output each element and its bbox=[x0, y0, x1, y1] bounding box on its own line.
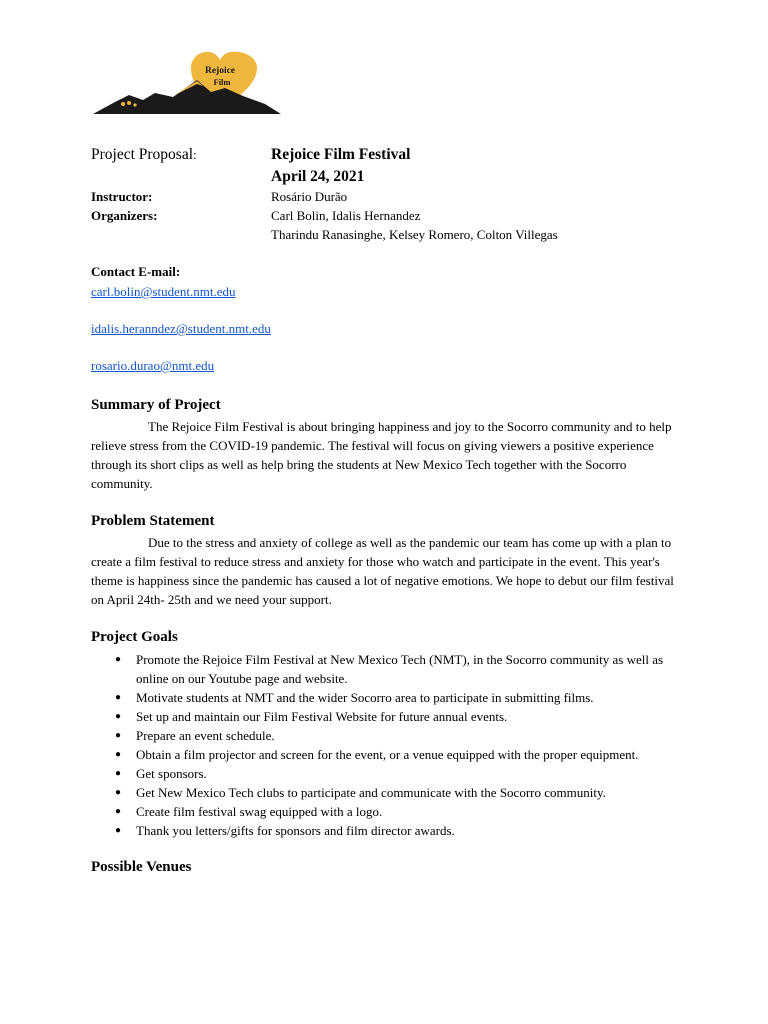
festival-title: Rejoice Film Festival bbox=[271, 146, 411, 163]
goal-item bbox=[91, 688, 691, 707]
email-link-rosario[interactable]: rosario.durao@nmt.edu bbox=[91, 358, 215, 373]
goal-item bbox=[91, 802, 691, 821]
bullet-icon: ● bbox=[115, 768, 122, 779]
instructor-name: Rosário Durão bbox=[271, 189, 348, 204]
logo-text-rejoice: Rejoice bbox=[204, 66, 236, 76]
goal-text: Create film festival swag equipped with a logo. bbox=[136, 804, 383, 819]
goal-item bbox=[91, 707, 691, 726]
instructor-label: Instructor: bbox=[91, 189, 153, 204]
bullet-icon: ● bbox=[115, 711, 122, 722]
goal-text: Set up and maintain our Film Festival Website for future annual events. bbox=[136, 709, 508, 724]
rejoice-film-logo bbox=[93, 48, 281, 116]
summary-paragraph bbox=[91, 417, 683, 493]
problem-heading: Problem Statement bbox=[91, 513, 215, 529]
problem-text: Due to the stress and anxiety of college as well as the pandemic our team has come up with a plan to create a film festival to reduce stress and anxiety for those who watch and participate in the event. This year's theme is happiness since the pandemic has caused a lot of negative emotions. We hope to debut our film festival on April 24th- 25th and we need your support. bbox=[91, 535, 674, 607]
goal-item bbox=[91, 745, 691, 764]
bullet-icon: ● bbox=[115, 654, 122, 665]
bullet-icon: ● bbox=[115, 692, 122, 703]
goal-item bbox=[91, 821, 691, 840]
venues-heading: Possible Venues bbox=[91, 859, 192, 875]
organizers-line1: Carl Bolin, Idalis Hernandez bbox=[271, 208, 421, 223]
proposal-colon: : bbox=[193, 147, 197, 162]
bullet-icon: ● bbox=[115, 806, 122, 817]
goal-text: Obtain a film projector and screen for the event, or a venue equipped with the proper equipment. bbox=[136, 747, 639, 762]
goal-text: Get New Mexico Tech clubs to participate and communicate with the Socorro community. bbox=[136, 785, 606, 800]
goal-item bbox=[91, 726, 691, 745]
problem-paragraph bbox=[91, 533, 683, 609]
goals-list bbox=[91, 650, 691, 840]
goal-item bbox=[91, 764, 691, 783]
bullet-icon: ● bbox=[115, 825, 122, 836]
bullet-icon: ● bbox=[115, 749, 122, 760]
logo-text-film: Film bbox=[213, 77, 231, 87]
proposal-label bbox=[91, 146, 197, 164]
email-link-carl[interactable]: carl.bolin@student.nmt.edu bbox=[91, 284, 236, 299]
contact-email-label: Contact E-mail: bbox=[91, 264, 181, 279]
email-link-idalis[interactable]: idalis.heranndez@student.nmt.edu bbox=[91, 321, 271, 336]
summary-text: The Rejoice Film Festival is about bringing happiness and joy to the Socorro community and to help relieve stress from the COVID-19 pandemic. The festival will focus on giving viewers a positive experience through its short clips as well as help bring the students at New Mexico Tech together with the Socorro community. bbox=[91, 419, 672, 491]
proposal-date: April 24, 2021 bbox=[271, 168, 365, 185]
logo-mountains bbox=[93, 80, 281, 114]
goal-item bbox=[91, 650, 691, 688]
summary-heading: Summary of Project bbox=[91, 397, 221, 413]
bullet-icon: ● bbox=[115, 787, 122, 798]
proposal-label-text: Project Proposal bbox=[91, 146, 194, 163]
goal-text: Promote the Rejoice Film Festival at New Mexico Tech (NMT), in the Socorro community as well as online on our Youtube page and website. bbox=[136, 652, 664, 686]
goal-item bbox=[91, 783, 691, 802]
goal-text: Prepare an event schedule. bbox=[136, 728, 275, 743]
organizers-line2: Tharindu Ranasinghe, Kelsey Romero, Colton Villegas bbox=[271, 227, 558, 242]
organizers-label: Organizers: bbox=[91, 208, 158, 223]
goals-heading: Project Goals bbox=[91, 629, 178, 645]
bullet-icon: ● bbox=[115, 730, 122, 741]
goal-text: Thank you letters/gifts for sponsors and film director awards. bbox=[136, 823, 455, 838]
goal-text: Get sponsors. bbox=[136, 766, 207, 781]
goal-text: Motivate students at NMT and the wider Socorro area to participate in submitting films. bbox=[136, 690, 594, 705]
